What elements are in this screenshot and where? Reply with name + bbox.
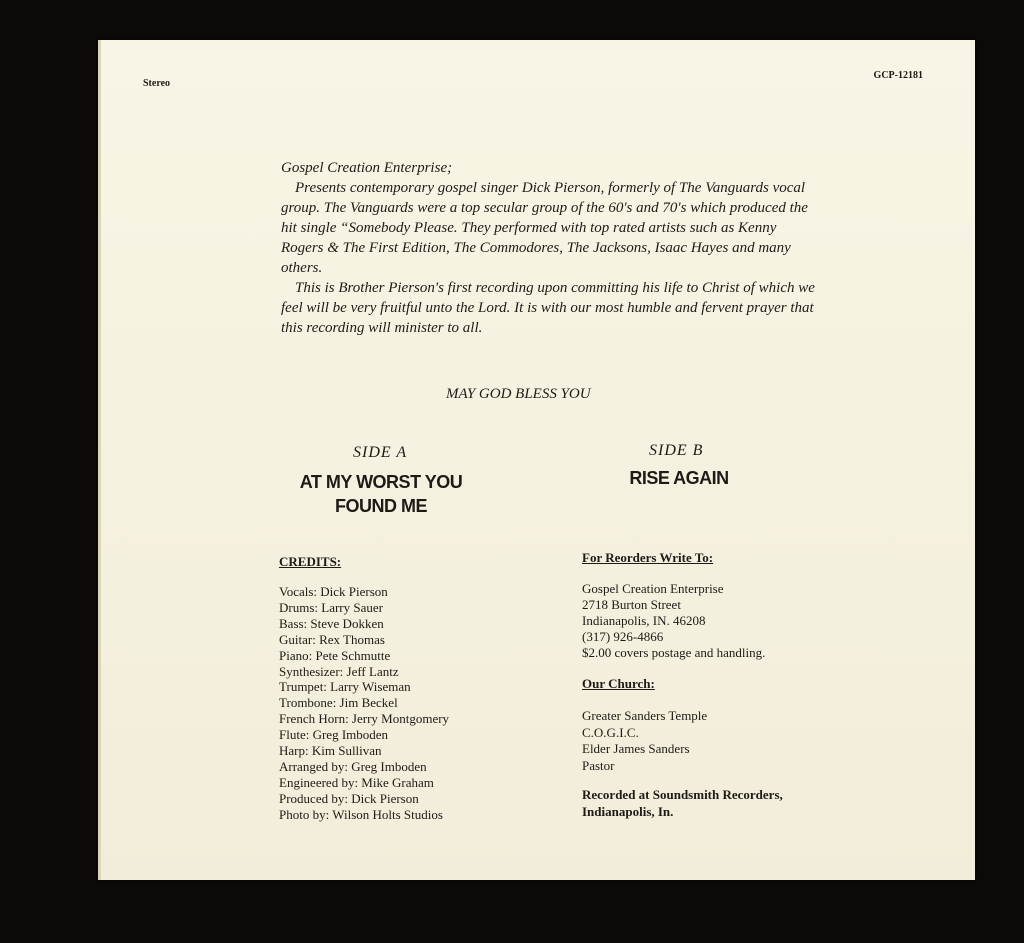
liner-paragraph-1: Presents contemporary gospel singer Dick Pierson, formerly of The Vanguards vocal group. The Vanguards were a top secular group of the 60's and 70's which produced the hit single “Somebody Please. They performed with top rated artists such as Kenny Rogers & The First Edition, The Commodores, The Jacksons, Isaac Hayes and many others. bbox=[281, 180, 808, 276]
credit-item: Piano: Pete Schmutte bbox=[279, 647, 391, 663]
credit-item: Bass: Steve Dokken bbox=[279, 615, 384, 631]
recorded-line: Indianapolis, In. bbox=[582, 804, 674, 819]
credit-item: Flute: Greg Imboden bbox=[279, 727, 389, 743]
address-line: Gospel Creation Enterprise bbox=[582, 581, 724, 596]
liner-paragraph-2: This is Brother Pierson's first recording upon committing his life to Christ of which we feel will be very fruitful unto the Lord. It is with our most humble and fervent prayer that this recording will minister to all. bbox=[281, 280, 815, 336]
credits-heading: CREDITS: bbox=[279, 554, 342, 569]
credit-item: Engineered by: Mike Graham bbox=[279, 774, 434, 790]
record-sleeve bbox=[98, 40, 975, 880]
recorded-at bbox=[582, 786, 842, 820]
credits-list bbox=[279, 584, 539, 823]
church-info bbox=[582, 708, 802, 774]
credit-item: Arranged by: Greg Imboden bbox=[279, 758, 427, 774]
credit-item: Trumpet: Larry Wiseman bbox=[279, 679, 411, 695]
blessing-line: MAY GOD BLESS YOU bbox=[446, 386, 591, 402]
church-line: Elder James Sanders bbox=[582, 741, 690, 756]
church-line: Greater Sanders Temple bbox=[582, 708, 708, 723]
credit-item: Produced by: Dick Pierson bbox=[279, 790, 419, 806]
address-line: Indianapolis, IN. 46208 bbox=[582, 613, 706, 628]
side-a-title: AT MY WORST YOU FOUND ME bbox=[299, 472, 463, 516]
stereo-label: Stereo bbox=[143, 78, 171, 89]
church-line: Pastor bbox=[582, 757, 615, 773]
credit-item: French Horn: Jerry Montgomery bbox=[279, 711, 450, 727]
side-b-label: SIDE B bbox=[649, 442, 704, 459]
catalog-number: GCP-12181 bbox=[873, 70, 923, 81]
recorded-line: Recorded at Soundsmith Recorders, bbox=[582, 787, 783, 802]
church-heading: Our Church: bbox=[582, 676, 655, 691]
reorders-heading: For Reorders Write To: bbox=[582, 550, 714, 565]
reorders-address bbox=[582, 581, 842, 661]
company-line: Gospel Creation Enterprise; bbox=[281, 160, 453, 176]
side-a-label: SIDE A bbox=[353, 444, 408, 461]
credit-item: Guitar: Rex Thomas bbox=[279, 631, 385, 647]
side-b-title: RISE AGAIN bbox=[629, 468, 729, 488]
credit-item: Trombone: Jim Beckel bbox=[279, 695, 398, 711]
credit-item: Vocals: Dick Pierson bbox=[279, 584, 388, 599]
address-line: (317) 926-4866 bbox=[582, 629, 664, 644]
address-line: $2.00 covers postage and handling. bbox=[582, 645, 766, 660]
church-line: C.O.G.I.C. bbox=[582, 724, 639, 740]
credit-item: Drums: Larry Sauer bbox=[279, 599, 383, 615]
credit-item: Synthesizer: Jeff Lantz bbox=[279, 663, 399, 679]
credit-item: Harp: Kim Sullivan bbox=[279, 743, 382, 759]
credit-item: Photo by: Wilson Holts Studios bbox=[279, 806, 443, 822]
liner-notes bbox=[281, 158, 821, 338]
address-line: 2718 Burton Street bbox=[582, 597, 681, 612]
